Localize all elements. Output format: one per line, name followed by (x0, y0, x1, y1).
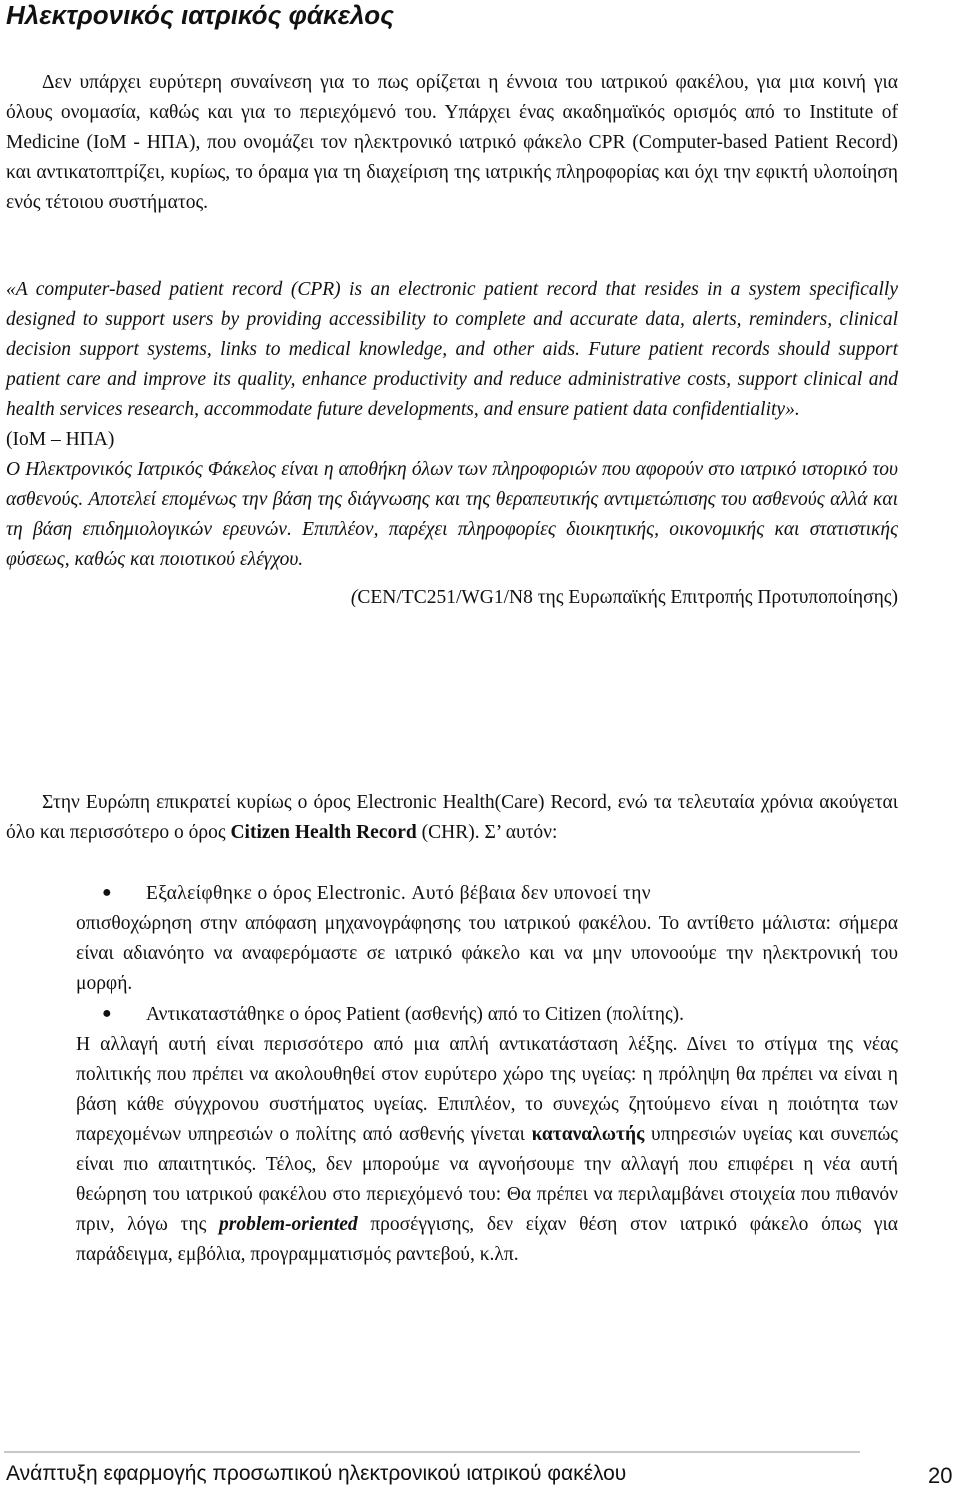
iom-quote: «A computer-based patient record (CPR) is an electronic patient record that resides in a system specifically designed to support users by providing accessibility to complete and accurate data, alerts, reminders, clinical decision support systems, links to medical knowledge, and other aids. Future patient records should support patient care and improve its quality, enhance productivity and reduce administrative costs, support clinical and health services research, accommodate future developments, and ensure patient data confidentiality». (6, 279, 898, 420)
definitions-block (6, 275, 898, 613)
bullet-2-text-b: υπηρεσιών υγείας και συνεπώς είναι πιο απαιτητικός. Τέλος, δεν μπορούμε να αγνοήσουμε την αλλαγή που επιφέρει η νέα αυτή θεώρηση του ιατρικού φακέλου στο περιεχόμενό του: Θα πρέπει να περιλαμβάνει στοιχεία που πιθανόν πριν, λόγω της (76, 1124, 899, 1235)
europe-text-a: Στην Ευρώπη επικρατεί κυρίως ο όρος Electronic Health(Care) Record, ενώ τα τελευταία χρόνια ακούγεται όλο και περισσότερο ο όρος (6, 792, 898, 843)
bullet-2-text-c: προσέγγισης, δεν είχαν θέση στον ιατρικό φάκελο όπως για παράδειγμα, εμβόλια, προγραμματισμός ραντεβού, κ.λπ. (76, 1214, 898, 1265)
cen-definition: Ο Ηλεκτρονικός Ιατρικός Φάκελος είναι η αποθήκη όλων των πληροφοριών που αφορούν στο ιατρικό ιστορικό του ασθενούς. Αποτελεί επομένως την βάση της διάγνωσης και της θεραπευτικής αντιμετώπισης του ασθενούς αλλά και τη βάση επιδημιολογικών ερευνών. Επιπλέον, παρέχει πληροφορίες διοικητικής, οικονομικής και στατιστικής φύσεως, καθώς και ποιοτικού ελέγχου. (6, 459, 898, 570)
footer-divider (4, 1451, 860, 1453)
bullet-2-text-a: Η αλλαγή αυτή είναι περισσότερο από μια απλή αντικατάσταση λέξης. Δίνει το στίγμα της νέας πολιτικής που πρέπει να ακολουθηθεί στον ευρύτερο χώρο της υγείας: η πρόληψη θα πρέπει να είναι η βάση κάθε σύγχρονου συστήματος υγείας. Επιπλέον, το συνεχώς ζητούμενο είναι η ποιότητα των παρεχομένων υπηρεσιών ο πολίτης από ασθενής γίνεται (76, 1034, 898, 1145)
bullet-2-rest (76, 1030, 898, 1270)
europe-paragraph (6, 788, 898, 848)
bullet-icon: ● (102, 1005, 112, 1022)
changes-list (76, 878, 899, 1270)
list-item (0, 999, 898, 1270)
bullet-icon: ● (102, 884, 112, 901)
consumer-term: καταναλωτής (531, 1124, 645, 1145)
list-item (0, 878, 898, 999)
intro-paragraph: Δεν υπάρχει ευρύτερη συναίνεση για το πως ορίζεται η έννοια του ιατρικού φακέλου, για μια κοινή για όλους ονομασία, καθώς και για το περιεχόμενό του. Υπάρχει ένας ακαδημαϊκός ορισμός από το Institute of Medicine (IoM - ΗΠΑ), που ονομάζει τον ηλεκτρονικό ιατρικό φάκελο CPR (Computer-based Patient Record) και αντικατοπτρίζει, κυρίως, το όραμα για τη διαχείριση της ιατρικής πληροφορίας και όχι την εφικτή υλοποίηση ενός τέτοιου συστήματος. (6, 72, 898, 213)
citation-paren: ( (350, 587, 358, 608)
problem-oriented-term: problem-oriented (218, 1214, 358, 1235)
footer-title: Ανάπτυξη εφαρμογής προσωπικού ηλεκτρονικού ιατρικού φακέλου (6, 1462, 627, 1485)
page-number: 20 (928, 1463, 953, 1488)
citizen-health-record-term: Citizen Health Record (230, 822, 417, 843)
europe-text-b: (CHR). Σ’ αυτόν: (416, 822, 558, 843)
citation-text: CEN/TC251/WG1/N8 της Ευρωπαϊκής Επιτροπής Προτυποποίησης) (357, 587, 898, 608)
cen-citation (6, 583, 898, 613)
bullet-2-line1: Αντικαταστάθηκε ο όρος Patient (ασθενής) από το Citizen (πολίτης). (146, 1004, 685, 1025)
bullet-1-line1: Εξαλείφθηκε ο όρος Electronic. Αυτό βέβαια δεν υπονοεί την (146, 883, 652, 904)
bullet-1-rest: οπισθοχώρηση στην απόφαση μηχανογράφησης του ιατρικού φακέλου. Το αντίθετο μάλιστα: σήμερα είναι αδιανόητο να αναφερόμαστε σε ιατρικό φάκελο και να μην υπονοούμε την ηλεκτρονική του μορφή. (76, 913, 898, 994)
section-title: Ηλεκτρονικός ιατρικός φάκελος (6, 0, 394, 30)
iom-source: (IoM – ΗΠΑ) (6, 429, 115, 450)
